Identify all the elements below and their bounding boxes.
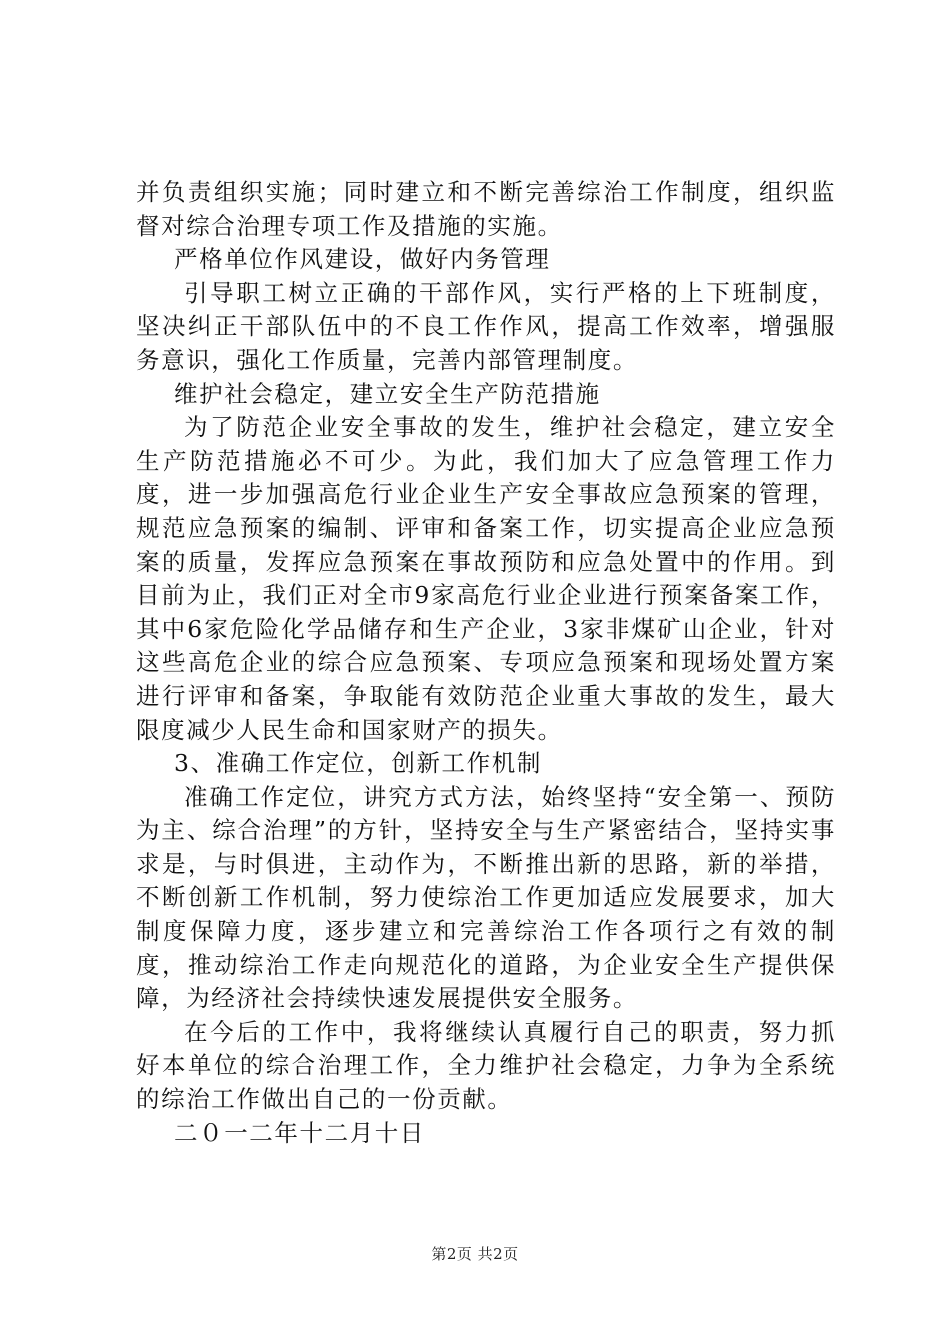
section-heading-positioning: 3、准确工作定位，创新工作机制 xyxy=(174,749,542,778)
document-body xyxy=(136,176,836,1150)
body-paragraph-conclusion: 在今后的工作中，我将继续认真履行自己的职责，努力抓好本单位的综合治理工作，全力维护社会稳定，力争为全系统的综治工作做出自己的一份贡献。 xyxy=(136,1017,836,1114)
body-paragraph-positioning: 准确工作定位，讲究方式方法，始终坚持“安全第一、预防为主、综合治理”的方针，坚持安全与生产紧密结合，坚持实事求是，与时俱进，主动作为，不断推出新的思路，新的举措，不断创新工作机制，努力使综治工作更加适应发展要求，加大制度保障力度，逐步建立和完善综治工作各项行之有效的制度，推动综治工作走向规范化的道路，为企业安全生产提供保障，为经济社会持续快速发展提供安全服务。 xyxy=(136,782,836,1013)
body-paragraph-safety: 为了防范企业安全事故的发生，维护社会稳定，建立安全生产防范措施必不可少。为此，我们加大了应急管理工作力度，进一步加强高危行业企业生产安全事故应急预案的管理，规范应急预案的编制、评审和备案工作，切实提高企业应急预案的质量，发挥应急预案在事故预防和应急处置中的作用。到目前为止，我们正对全市9家高危行业企业进行预案备案工作，其中6家危险化学品储存和生产企业，3家非煤矿山企业，针对这些高危企业的综合应急预案、专项应急预案和现场处置方案进行评审和备案，争取能有效防范企业重大事故的发生，最大限度减少人民生命和国家财产的损失。 xyxy=(136,413,836,744)
continuation-paragraph: 并负责组织实施；同时建立和不断完善综治工作制度，组织监督对综合治理专项工作及措施的实施。 xyxy=(136,178,836,240)
section-heading-safety: 维护社会稳定，建立安全生产防范措施 xyxy=(174,379,601,408)
body-paragraph-work-style: 引导职工树立正确的干部作风，实行严格的上下班制度，坚决纠正干部队伍中的不良工作作风，提高工作效率，增强服务意识，强化工作质量，完善内部管理制度。 xyxy=(136,278,836,374)
section-heading-work-style: 严格单位作风建设，做好内务管理 xyxy=(174,245,551,274)
document-date: 二０一二年十二月十日 xyxy=(174,1118,425,1147)
page-number-footer: 第2页 共2页 xyxy=(431,1245,519,1263)
